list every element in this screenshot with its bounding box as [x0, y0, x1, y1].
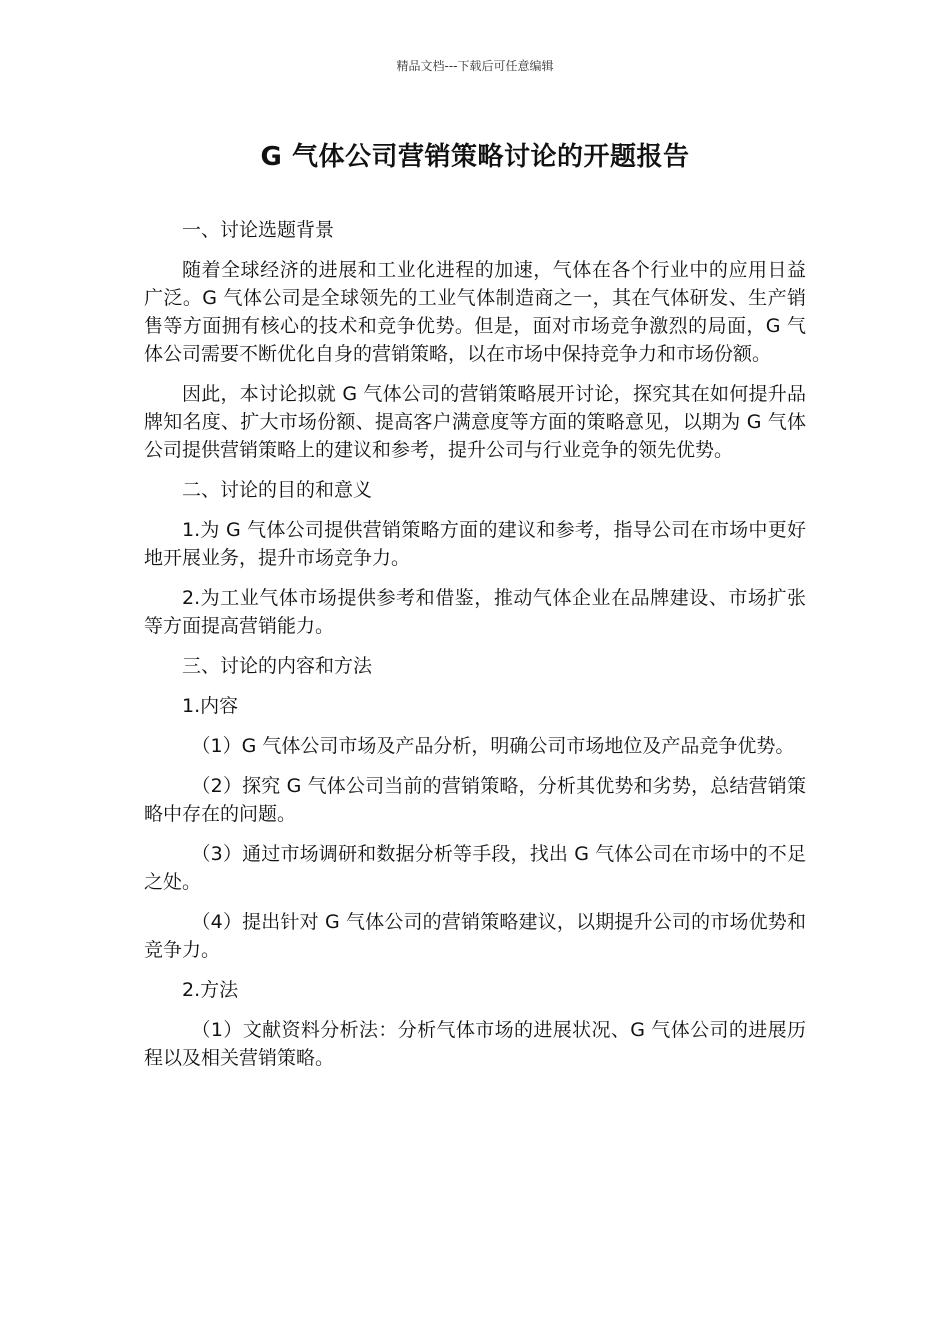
paragraph-purpose-1: 1.为 G 气体公司提供营销策略方面的建议和参考，指导公司在市场中更好地开展业务，提升市场竞争力。 [144, 519, 806, 569]
content-item-1: （1）G 气体公司市场及产品分析，明确公司市场地位及产品竞争优势。 [191, 735, 795, 757]
section-heading-purpose: 二、讨论的目的和意义 [182, 479, 373, 501]
paragraph-background-1: 随着全球经济的进展和工业化进程的加速，气体在各个行业中的应用日益广泛。G 气体公司是全球领先的工业气体制造商之一，其在气体研发、生产销售等方面拥有核心的技术和竞争优势。但是，面对市场竞争激烈的局面，G 气体公司需要不断优化自身的营销策略，以在市场中保持竞争力和市场份额。 [144, 259, 806, 365]
method-item-1: （1）文献资料分析法：分析气体市场的进展状况、G 气体公司的进展历程以及相关营销策略。 [144, 1019, 806, 1069]
page-header-note: 精品文档---下载后可任意编辑 [396, 59, 554, 73]
section-heading-content-method: 三、讨论的内容和方法 [182, 655, 373, 677]
subheading-method: 2.方法 [182, 979, 239, 1001]
document-body [144, 216, 806, 1084]
section-heading-background: 一、讨论选题背景 [182, 219, 335, 241]
content-item-2: （2）探究 G 气体公司当前的营销策略，分析其优势和劣势，总结营销策略中存在的问题。 [144, 775, 806, 825]
document-title: G 气体公司营销策略讨论的开题报告 [260, 142, 690, 172]
paragraph-background-2: 因此，本讨论拟就 G 气体公司的营销策略展开讨论，探究其在如何提升品牌知名度、扩大市场份额、提高客户满意度等方面的策略意见，以期为 G 气体公司提供营销策略上的建议和参考，提升公司与行业竞争的领先优势。 [144, 383, 806, 461]
content-item-4: （4）提出针对 G 气体公司的营销策略建议，以期提升公司的市场优势和竞争力。 [144, 911, 806, 961]
paragraph-purpose-2: 2.为工业气体市场提供参考和借鉴，推动气体企业在品牌建设、市场扩张等方面提高营销能力。 [144, 587, 806, 637]
content-item-3: （3）通过市场调研和数据分析等手段，找出 G 气体公司在市场中的不足之处。 [144, 843, 806, 893]
subheading-content: 1.内容 [182, 695, 239, 717]
